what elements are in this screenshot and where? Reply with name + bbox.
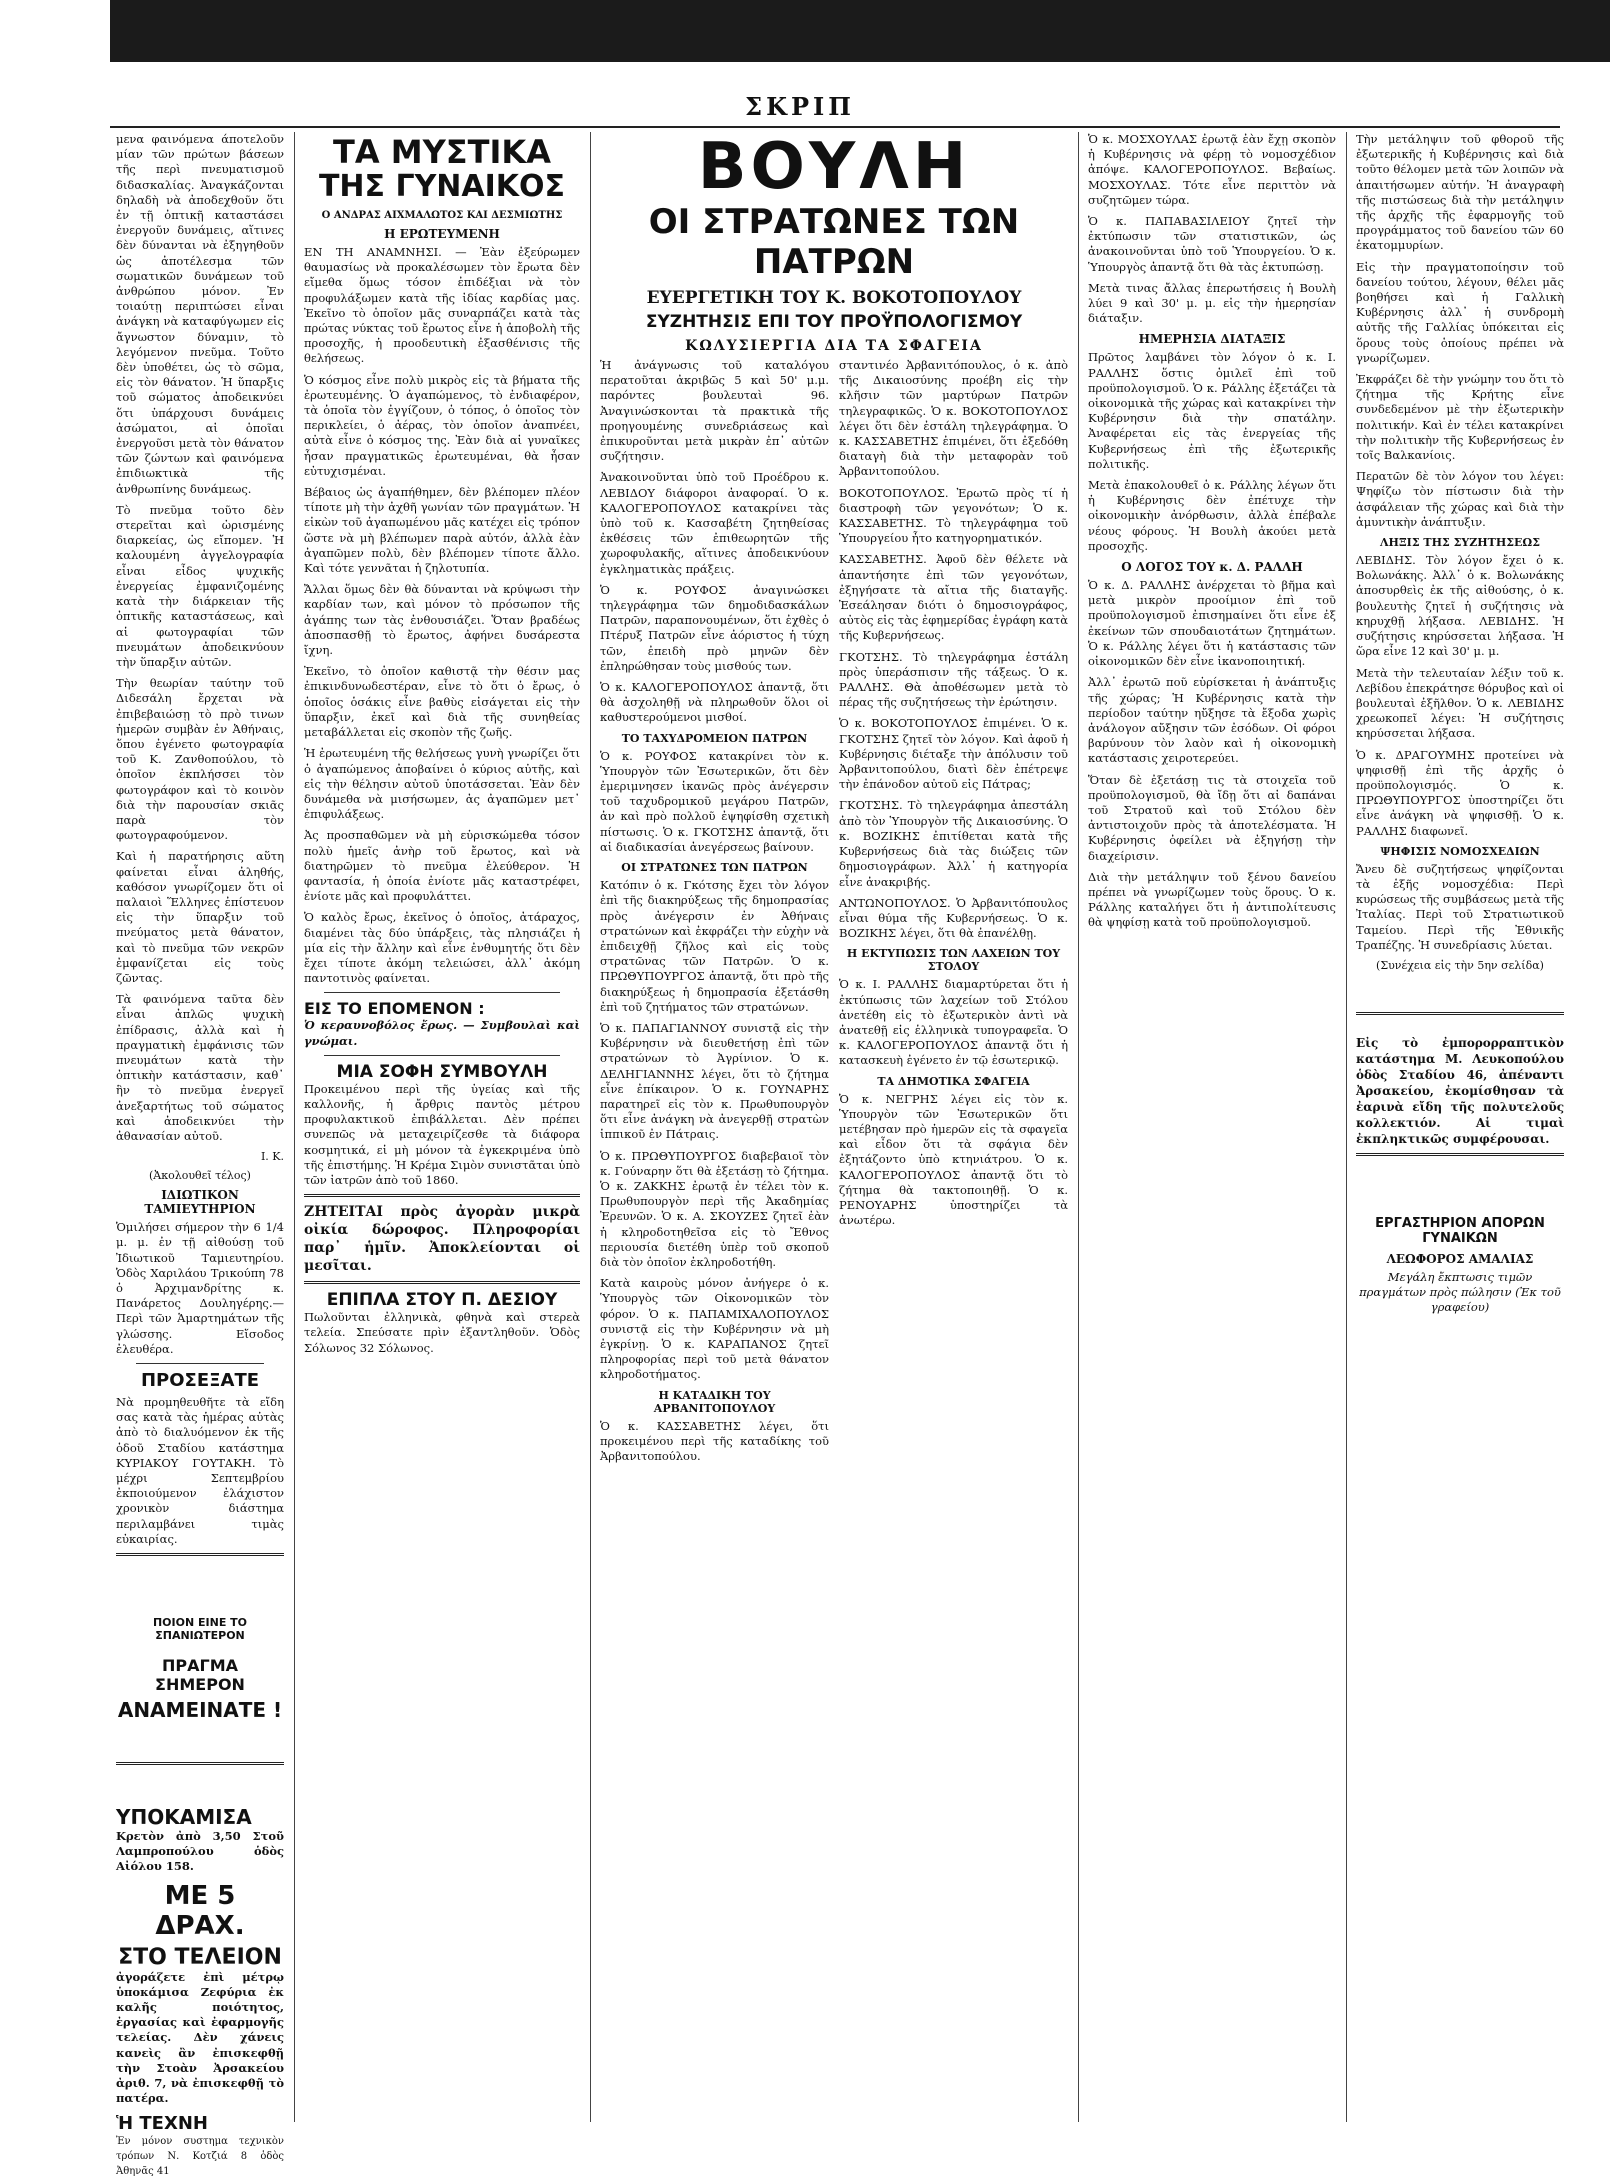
continuation-note: (Ἀκολουθεῖ τέλος) — [116, 1169, 284, 1182]
section-heading: ΟΙ ΣΤΡΑΤΩΝΕΣ ΤΩΝ ΠΑΤΡΩΝ — [600, 861, 829, 874]
article-text: Ὁ κ. ΜΟΣΧΟΥΛΑΣ ἐρωτᾷ ἐὰν ἔχῃ σκοπὸν ἡ Κυβέρνησις νὰ φέρῃ τὸ νομοσχέδιον ἀπόψε. ΚΑΛΟΓΕΡΟΠΟΥΛΟΣ. Βεβαίως. ΜΟΣΧΟΥΛΑΣ. Τότε εἶνε περιττὸν νὰ συζητῶμεν τώρα. — [1088, 132, 1336, 208]
article-text: Ὁ καλὸς ἔρως, ἐκεῖνος ὁ ὁποῖος, ἀτάραχος, διαμένει τὰς δύο ὑπάρξεις, τὰς πλησιάζει ἡ μία εἰς τὴν ἄλλην καὶ εἶνε ἐνθυμητής ὅτι δὲν ἔχει τίποτε ἀκόμη τελειώσει, ἀλλ᾽ ἀκόμη παντοτινὸς φαίνεται. — [304, 910, 580, 986]
epipla-heading: ΕΠΙΠΛΑ ΣΤΟΥ Π. ΔΕΣΙΟΥ — [304, 1290, 580, 1310]
article-text: Πρῶτος λαμβάνει τὸν λόγον ὁ κ. Ι. ΡΑΛΛΗΣ ὅστις ὁμιλεῖ ἐπὶ τοῦ προϋπολογισμοῦ. Ὁ κ. Ράλλης ἐξετάζει τὰ οἰκονομικὰ τῆς χώρας καὶ κατακρίνει τὴν Κυβέρνησιν διὰ τὴν σπατάλην. Ἀναφέρεται εἰς τὰς ἐνεργείας τῆς Κυβερνήσεως ἐπὶ τῆς ἐξωτερικῆς πολιτικῆς. — [1088, 350, 1336, 472]
article-subtitle: Ο ΑΝΔΡΑΣ ΑΙΧΜΑΛΩΤΟΣ ΚΑΙ ΔΕΣΜΙΩΤΗΣ — [304, 210, 580, 221]
ad-text: Εἰς τὸ ἐμπορορραπτικὸν κατάστημα Μ. Λευκοπούλου ὁδὸς Σταδίου 46, ἀπέναντι Ἀρσακείου, ἐκομίσθησαν τὰ ἐαρινὰ εἴδη τῆς πολυτελοῦς κολλεκτιόν. Αἱ τιμαὶ ἐκπληκτικῶς συμφέρουσαι. — [1356, 1035, 1564, 1147]
column-divider — [1346, 132, 1347, 2122]
separator — [136, 1363, 264, 1364]
ad-texni: Ἡ ΤΕΧΝΗ — [116, 2113, 284, 2134]
article-title-2: ΤΗΣ ΓΥΝΑΙΚΟΣ — [304, 170, 580, 204]
column-1 — [110, 132, 290, 2122]
article-text: Ἀνακοινοῦνται ὑπὸ τοῦ Προέδρου κ. ΛΕΒΙΔΟΥ διάφοροι ἀναφοραί. Ὁ κ. ΚΑΛΟΓΕΡΟΠΟΥΛΟΣ κατακρίνει τὰς ὑπὸ τοῦ κ. Κασσαβέτη ζητηθείσας ἐκθέσεις τῶν ἐπιθεωρητῶν τῆς χωροφυλακῆς, αἵτινες ἀποδεικνύουν ἐγκληματικὰς πράξεις. — [600, 470, 829, 576]
masthead: ΣΚΡΙΠ — [0, 92, 1600, 121]
article-text: Κατὰ καιροὺς μόνον ἀνήγερε ὁ κ. Ὑπουργὸς τῶν Οἰκονομικῶν τὸν φόρον. Ὁ κ. ΠΑΠΑΜΙΧΑΛΟΠΟΥΛΟΣ συνιστᾷ εἰς τὴν Κυβέρνησιν νὰ μὴ ἐγκρίνῃ. Ὁ κ. ΚΑΡΑΠΑΝΟΣ ζητεῖ πληροφορίας περὶ τοῦ μετὰ θάνατον κληροδοτήματος. — [600, 1276, 829, 1382]
article-text: Ἀς προσπαθῶμεν νὰ μὴ εὑρισκώμεθα τόσον πολὺ ἡμεῖς ἀνὴρ τοῦ ἔρωτος, καὶ νὰ διατηρῶμεν τὸ πνεῦμα ἐλεύθερον. Ἡ φαντασία, ἡ ὁποία ἐνίοτε μᾶς καταστρέφει, ἐνίοτε μᾶς καὶ προφυλάττει. — [304, 828, 580, 904]
article-text: Ὁ κ. ΚΑΛΟΓΕΡΟΠΟΥΛΟΣ ἀπαντᾷ, ὅτι θὰ ἀσχοληθῇ νὰ πληρωθοῦν ὅλοι οἱ καθυστερούμενοι μισθοί. — [600, 680, 829, 726]
article-text: μενα φαινόμενα άποτελοῦν μίαν τῶν πρώτων βάσεων τῆς περὶ πνευματισμοῦ διδασκαλίας. Ἀναγκάζονται δηλαδὴ νὰ ἀποδεχθοῦν ὅτι ἐν τῇ ὀπτικῇ καταστάσει ἐνεργοῦν δυνάμεις, αἵτινες δὲν δύνανται νὰ ἐξηγηθοῦν ὡς ἀποτέλεσμα τῶν σωματικῶν δυνάμεων τοῦ ἀνθρώπου μόνον. Ἐν τοιαύτῃ περιπτώσει εἶναι ἀνάγκη νὰ καταφύγωμεν εἰς ἄγνωστον δύναμιν, τὸ λεγόμενον πνεῦμα. Τοῦτο δὲν ὑποθέτει, ὡς τὸ σῶμα, εἰς τὸν θάνατον. Ἡ ὕπαρξις τοῦ σώματος ἀποδεικνύει ὅτι ὑπάρχουσι δυνάμεις ἀσώματοι, αἱ ὁποῖαι ἐνεργοῦσι μετὰ τὸν θάνατον τῶν ζώντων καὶ φαινόμενα ἐπιδιωκτικὰ τῆς ἀνθρωπίνης δυνάμεως. — [116, 132, 284, 497]
article-text: Ὁ κ. ΡΟΥΦΟΣ ἀναγινώσκει τηλεγράφημα τῶν δημοδιδασκάλων Πατρῶν, παραπονουμένων, ὅτι ἐχθὲς ὁ Πτέρυξ Πατρῶν εἶνε ἀόριστος ἡ τύχη τῶν, ἐπειδὴ πρὸ μηνῶν δὲν ἐπληρώθησαν τοὺς μισθούς των. — [600, 583, 829, 674]
signature: Ι. Κ. — [116, 1150, 284, 1163]
article-text: Βέβαιος ὡς ἀγαπήθημεν, δὲν βλέπομεν πλέον τίποτε μὴ τὴν ἀχθῆ γωνίαν τῶν πραγμάτων. Ἡ εἰκὼν τοῦ ἀγαπωμένου μᾶς κατέχει εἰς τρόπον ὥστε νὰ μὴ βλέπωμεν παρὰ αὐτόν, ἀλλὰ ἐὰν ἀγαπῶμεν πολὺ, δὲν βλέπομεν τίποτε ἄλλο. Καὶ τότε γεννᾶται ἡ ζηλοτυπία. — [304, 485, 580, 576]
continuation-note: (Συνέχεια εἰς τὴν 5ην σελίδα) — [1356, 959, 1564, 972]
epipla-text: Πωλοῦνται ἐλληνικὰ, φθηνὰ καὶ στερεὰ τελεία. Σπεύσατε πρὶν ἐξαντληθοῦν. Ὁδὸς Σόλωνος 32 Σόλωνος. — [304, 1310, 580, 1356]
article-text: Ὁ κ. ΔΡΑΓΟΥΜΗΣ προτείνει νὰ ψηφισθῇ ἐπὶ τῆς ἀρχῆς ὁ προϋπολογισμός. Ὁ κ. ΠΡΩΘΥΠΟΥΡΓΟΣ ὑποστηρίζει ὅτι εἶνε ἀνάγκη νὰ ψηφισθῇ. Ὁ κ. ΡΑΛΛΗΣ διαφωνεῖ. — [1356, 748, 1564, 839]
article-text: ΒΟΚΟΤΟΠΟΥΛΟΣ. Ἐρωτῶ πρὸς τί ἡ διαστροφὴ τῶν γεγονότων; Ὁ κ. ΚΑΣΣΑΒΕΤΗΣ. Τὸ τηλεγράφημα τοῦ Ὑπουργείου ἦτο κατηγορηματικόν. — [839, 486, 1068, 547]
article-text: Ὁ κ. ΝΕΓΡΗΣ λέγει εἰς τὸν κ. Ὑπουργὸν τῶν Ἐσωτερικῶν ὅτι μετέβησαν πρὸ ἡμερῶν εἰς τὰ σφαγεῖα καὶ εἶδον ὅτι τὰ σφάγια δὲν ἐξητάζοντο ὑπὸ κτηνιάτρου. Ὁ κ. ΚΑΛΟΓΕΡΟΠΟΥΛΟΣ ἀπαντᾷ ὅτι τὸ ζήτημα θὰ τακτοποιηθῇ. Ὁ κ. ΡΕΝΟΥΑΡΗΣ ὑποστηρίζει τὰ ἀνωτέρω. — [839, 1092, 1068, 1229]
bouli-subtitle-2: ΕΥΕΡΓΕΤΙΚΗ ΤΟΥ Κ. ΒΟΚΟΤΟΠΟΥΛΟΥ — [600, 288, 1068, 308]
ad-anameinate: ΑΝΑΜΕΙΝΑΤΕ ! — [116, 1698, 284, 1722]
article-text: Ἡ ἀνάγνωσις τοῦ καταλόγου περατοῦται ἀκριβῶς 5 καὶ 50' μ.μ. παρόντες βουλευταὶ 96. Ἀναγινώσκονται τὰ πρακτικὰ τῆς προηγουμένης συνεδριάσεως καὶ ἐπικυροῦνται μετὰ μικρὰν ἐπ᾽ αὐτῶν συζήτησιν. — [600, 358, 829, 464]
ad-poion-eine: ΠΟΙΟΝ ΕΙΝΕ ΤΟ ΣΠΑΝΙΩΤΕΡΟΝ — [116, 1616, 284, 1642]
separator — [324, 992, 560, 993]
column-3 — [594, 132, 1074, 2122]
mia-sofi-heading: ΜΙΑ ΣΟΦΗ ΣΥΜΒΟΥΛΗ — [304, 1062, 580, 1082]
article-text: Ὁ κ. ΚΑΣΣΑΒΕΤΗΣ λέγει, ὅτι προκειμένου περὶ τῆς καταδίκης τοῦ Ἀρβανιτοπούλου. — [600, 1419, 829, 1465]
article-text: Ἐκεῖνο, τὸ ὁποῖον καθιστᾷ τὴν θέσιν μας ἐπικινδυνωδεστέραν, εἶνε τὸ ὅτι ὁ ἔρως, ὁ ὁποῖος ὁσάκις εἶνε βαθὺς εἰσάγεται εἰς τὴν ὕπαρξιν, ἐκεῖ καὶ διὰ τῆς συνηθείας μεταβάλλεται εἰς σκοπὸν τῆς ζωῆς. — [304, 664, 580, 740]
separator — [1356, 1012, 1564, 1015]
prosexate-text: Νὰ προμηθευθῆτε τὰ εἴδη σας κατὰ τὰς ἡμέρας αὐτὰς ἀπὸ τὸ διαλυόμενον ἐκ τῆς ὁδοῦ Σταδίου κατάστημα ΚΥΡΙΑΚΟΥ ΓΟΥΤΑΚΗ. Τὸ μέχρι Σεπτεμβρίου ἐκποιούμενον ἐλάχιστον χρονικὸν διάστημα περιλαμβάνει τιμὰς εὐκαιρίας. — [116, 1395, 284, 1547]
mia-sofi-text: Προκειμένου περὶ τῆς ὑγείας καὶ τῆς καλλονῆς, ἡ ἄρθρις παντὸς μέτρου προφυλακτικοῦ ἐπιβάλλεται. Δὲν πρέπει συνεπῶς νὰ μεταχειρίζεσθε τὰ διάφορα κοσμητικά, εἰ μὴ μόνον τὰ ἐγκεκριμένα ὑπὸ τῆς ἐπιστήμης. Ἡ Κρέμα Σιμὸν συνιστᾶται ὑπὸ τῶν ἰατρῶν ἀπὸ τοῦ 1860. — [304, 1082, 580, 1188]
article-text: Ὁ κόσμος εἶνε πολὺ μικρὸς εἰς τὰ βήματα τῆς ἐρωτευμένης. Ὁ ἀγαπώμενος, τὸ ἐνδιαφέρον, τὰ ὁποῖα τὸν ἐγγίζουν, ὁ τόπος, ὁ ὁποῖος τὸν περικλείει, ὁ ἀέρας, τὸν ὁποῖον ἀναπνέει, αὐτὰ εἶνε ὁ κόσμος της. Ἐὰν διὰ αἱ γυναῖκες ἦσαν πραγματικῶς ἐρωτευμέναι, θὰ ἦσαν εὐτυχισμέναι. — [304, 373, 580, 479]
article-text: Μετὰ ἐπακολουθεῖ ὁ κ. Ράλλης λέγων ὅτι ἡ Κυβέρνησις δὲν ἐπέτυχε τὴν οἰκονομικὴν ἀνόρθωσιν, ἀλλὰ ἐπέβαλε νέους φόρους. Ἡ Βουλὴ ἀκούει μετὰ προσοχῆς. — [1088, 478, 1336, 554]
separator — [116, 1762, 284, 1765]
article-text: Ἄνευ δὲ συζητήσεως ψηφίζονται τὰ ἑξῆς νομοσχέδια: Περὶ κυρώσεως τῆς συμβάσεως μετὰ τῆς Ἰταλίας. Περὶ τοῦ Στρατιωτικοῦ Ταμείου. Περὶ τῆς Ἐθνικῆς Τραπέζης. Ἡ συνεδρίασις λύεται. — [1356, 862, 1564, 953]
article-text: Ὁ κ. ΠΡΩΘΥΠΟΥΡΓΟΣ διαβεβαιοῖ τὸν κ. Γούναρην ὅτι θὰ ἐξετάσῃ τὸ ζήτημα. Ὁ κ. ΖΑΚΚΗΣ ἐρωτᾷ ἐν τέλει τὸν κ. Πρωθυπουργὸν περὶ τῆς Ἀκαδημίας Ἐρευνῶν. Ὁ κ. Α. ΣΚΟΥΖΕΣ ζητεῖ ἐὰν ἡ κληροδοτηθεῖσα εἰς τὸ Ἔθνος περιουσία διετέθη ὑπὲρ τοῦ σκοποῦ διὰ τὸν ὁποῖον ἐκληροδοτήθη. — [600, 1149, 829, 1271]
article-subheading: Η ΕΡΩΤΕΥΜΕΝΗ — [304, 227, 580, 241]
bouli-subtitle-3: ΣΥΖΗΤΗΣΙΣ ΕΠΙ ΤΟΥ ΠΡΟΫΠΟΛΟΓΙΣΜΟΥ — [600, 312, 1068, 332]
article-text: σταντινέο Ἀρβανιτόπουλος, ὁ κ. ἀπὸ τῆς Δικαιοσύνης προέβη εἰς τὴν κλῆσιν τῶν μαρτύρων Πατρῶν τηλεγραφικῶς. Ὁ κ. ΒΟΚΟΤΟΠΟΥΛΟΣ λέγει ὅτι δὲν ἐστάλη τηλεγράφημα. Ὁ κ. ΚΑΣΣΑΒΕΤΗΣ ἐπιμένει, ὅτι ἐξεδόθη διαταγὴ διὰ τὴν μεταφορὰν τοῦ Ἀρβανιτοπούλου. — [839, 358, 1068, 480]
article-text: Ὁ κ. ΠΑΠΑΒΑΣΙΛΕΙΟΥ ζητεῖ τὴν ἐκτύπωσιν τῶν στατιστικῶν, ὡς ἀνακοινοῦνται ὑπὸ τοῦ Ὑπουργείου. Ὁ κ. Ὑπουργὸς ἀπαντᾷ ὅτι θὰ τὰς ἐκτυπώσῃ. — [1088, 214, 1336, 275]
column-divider — [590, 132, 591, 2122]
article-text: ΓΚΟΤΣΗΣ. Τὸ τηλεγράφημα ἀπεστάλη ἀπὸ τὸν Ὑπουργὸν τῆς Δικαιοσύνης. Ὁ κ. ΒΟΖΙΚΗΣ ἐπιτίθεται κατὰ τῆς Κυβερνήσεως διὰ τὰς διώξεις τῶν δημοσιογράφων. Ἀλλ᾽ ἡ κατηγορία εἶνε ἀνακριβής. — [839, 798, 1068, 889]
ad-ergastirion-heading: ΕΡΓΑΣΤΗΡΙΟΝ ΑΠΟΡΩΝ ΓΥΝΑΙΚΩΝ — [1356, 1216, 1564, 1246]
section-heading: ΤΑ ΔΗΜΟΤΙΚΑ ΣΦΑΓΕΙΑ — [839, 1075, 1068, 1088]
bouli-title: ΒΟΥΛΗ — [600, 132, 1068, 202]
column-5 — [1350, 132, 1570, 2122]
article-text: Μετὰ τὴν τελευταίαν λέξιν τοῦ κ. Λεβίδου ἐπεκράτησε θόρυβος καὶ οἱ βουλευταὶ ἐξῆλθον. Ὁ κ. ΛΕΒΙΔΗΣ χρεωκοπεῖ λέγει: Ἡ συζήτησις κηρύσσεται λήξασα. — [1356, 666, 1564, 742]
article-text: Ὁ κ. ΡΟΥΦΟΣ κατακρίνει τὸν κ. Ὑπουργὸν τῶν Ἐσωτερικῶν, ὅτι δὲν ἐμεριμνησεν ἱκανῶς πρὸς ἀνέγερσιν τοῦ ταχυδρομικοῦ μεγάρου Πατρῶν, ἀν καὶ πρὸ πολλοῦ ἐψηφίσθη σχετικὴ πίστωσις. Ὁ κ. ΓΚΟΤΣΗΣ ἀπαντᾷ, ὅτι αἱ διαδικασίαι ἀνεγέρσεως βαίνουν. — [600, 749, 829, 855]
next-issue-heading: ΕΙΣ ΤΟ ΕΠΟΜΕΝΟΝ : — [304, 999, 580, 1018]
article-text: Ἄλλαι ὅμως δὲν θὰ δύνανται νὰ κρύψωσι τὴν καρδίαν των, καὶ μόνον τὸ πρόσωπον τῆς ἀγάπης των τὰς ἐνθουσιάζει. Ὅταν βραδέως ἀποσπασθῇ τὸ ἔρωτος, ἀφήνει δυσάρεστα ἴχνη. — [304, 582, 580, 658]
ad-ypokamisa-text: Κρετὸν ἀπὸ 3,50 Στοῦ Λαμπροπούλου ὁδὸς Αἰόλου 158. — [116, 1829, 284, 1875]
article-text: Ὁ κ. ΒΟΚΟΤΟΠΟΥΛΟΣ ἐπιμένει. Ὁ κ. ΓΚΟΤΣΗΣ ζητεῖ τὸν λόγον. Καὶ ἀφοῦ ἡ Κυβέρνησις διέταξε τὴν ἀπόλυσιν τοῦ Ἀρβανιτοπούλου, διατὶ δὲν ἐπέτρεψε τὴν ἐπάνοδον αὐτοῦ εἰς Πάτρας; — [839, 716, 1068, 792]
section-heading: ΨΗΦΙΣΙΣ ΝΟΜΟΣΧΕΔΙΩΝ — [1356, 845, 1564, 858]
ad-texni-text: Ἐν μόνον συστημα τεχνικὸν τρόπων Ν. Κοτζιά 8 ὁδὸς Ἀθηνᾶς 41 — [116, 2134, 284, 2179]
ad-ypokamisa: ΥΠΟΚΑΜΙΣΑ — [116, 1805, 284, 1829]
ad-pragma-simeron: ΠΡΑΓΜΑ ΣΗΜΕΡΟΝ — [116, 1656, 284, 1694]
column-2 — [298, 132, 586, 2122]
heading-tamieftirion: ΙΔΙΩΤΙΚΟΝ ΤΑΜΙΕΥΤΗΡΙΟΝ — [116, 1188, 284, 1216]
article-text: Ὁ κ. Ι. ΡΑΛΛΗΣ διαμαρτύρεται ὅτι ἡ ἐκτύπωσις τῶν λαχείων τοῦ Στόλου ἀνετέθη εἰς τὸ ἐξωτερικὸν ἀντὶ νὰ ἀνατεθῇ εἰς ἑλληνικὰ τυπογραφεῖα. Ὁ κ. ΚΑΛΟΓΕΡΟΠΟΥΛΟΣ ἀπαντᾷ ὅτι ἡ κατασκευὴ ἐγένετο ἐν τῷ ἐσωτερικῷ. — [839, 977, 1068, 1068]
header-rule — [110, 126, 1560, 128]
article-text: Ἀλλ᾽ ἐρωτῶ ποῦ εὑρίσκεται ἡ ἀνάπτυξις τῆς χώρας; Ἡ Κυβέρνησις κατὰ τὴν περίοδον ταύτην ηὔξησε τὰ ἔξοδα χωρὶς ἀνάλογον αὔξησιν τῶν ἐσόδων. Οἱ φόροι βαρύνουν τὸν λαὸν καὶ ἡ οἰκονομικὴ κατάστασις χειροτερεύει. — [1088, 675, 1336, 766]
article-text: Μετὰ τινας ἄλλας ἐπερωτήσεις ἡ Βουλὴ λύει 9 καὶ 30' μ. μ. εἰς τὴν ἡμερησίαν διάταξιν. — [1088, 281, 1336, 327]
article-text: Ὁ κ. ΠΑΠΑΓΙΑΝΝΟΥ συνιστᾷ εἰς τὴν Κυβέρνησιν νὰ διευθετήσῃ ἐπὶ τῶν στρατώνων τὸ Ἀγρίνιον. Ὁ κ. ΔΕΛΗΓΙΑΝΝΗΣ λέγει, ὅτι τὸ ζήτημα εἶνε ἐπίκαιρον. Ὁ κ. ΓΟΥΝΑΡΗΣ παρατηρεῖ εἰς τὸν κ. Πρωθυπουργὸν ὅτι εἶνε ἀνάγκη νὰ ἀνεγερθῇ στρατὼν ἱππικοῦ ἐν Πάτραις. — [600, 1021, 829, 1143]
article-text: Περατῶν δὲ τὸν λόγον του λέγει: Ψηφίζω τὸν πίστωσιν διὰ τὴν ἀσφάλειαν τῆς χώρας καὶ διὰ τὴν ἀμυντικὴν ἀνάπτυξιν. — [1356, 469, 1564, 530]
article-text: Εἰς τὴν πραγματοποίησιν τοῦ δανείου τούτου, λέγουν, θέλει μᾶς βοηθήσει καὶ ἡ Γαλλικὴ Κυβέρνησις ἀλλ᾽ ἡ συνδρομὴ αὐτῆς τῆς Γαλλίας ὑπόκειται εἰς ὅρους τοὺς ὁποίους πρέπει νὰ γνωρίζωμεν. — [1356, 260, 1564, 366]
ad-ergastirion-text: Μεγάλη ἔκπτωσις τιμῶν πραγμάτων πρὸς πώλησιν (Ἐκ τοῦ γραφείου) — [1356, 1270, 1564, 1316]
bouli-left-subcolumn — [600, 358, 829, 1470]
article-title-1: ΤΑ ΜΥΣΤΙΚΑ — [304, 134, 580, 170]
section-heading: ΤΟ ΤΑΧΥΔΡΟΜΕΙΟΝ ΠΑΤΡΩΝ — [600, 732, 829, 745]
article-text: Ὅταν δὲ ἐξετάσῃ τις τὰ στοιχεῖα τοῦ προϋπολογισμοῦ, θὰ ἴδῃ ὅτι αἱ δαπάναι τοῦ Στρατοῦ καὶ τοῦ Στόλου δὲν ἀντιστοιχοῦν πρὸς τὰ ἀποτελέσματα. Ἡ Κυβέρνησις ὀφείλει νὰ ἐξηγήσῃ τὴν διαχείρισιν. — [1088, 773, 1336, 864]
section-heading: Η ΕΚΤΥΠΩΣΙΣ ΤΩΝ ΛΑΧΕΙΩΝ ΤΟΥ ΣΤΟΛΟΥ — [839, 947, 1068, 973]
separator — [324, 1055, 560, 1056]
section-heading: ΗΜΕΡΗΣΙΑ ΔΙΑΤΑΞΙΣ — [1088, 332, 1336, 346]
bouli-subtitle-4: ΚΩΛΥΣΙΕΡΓΙΑ ΔΙΑ ΤΑ ΣΦΑΓΕΙΑ — [600, 338, 1068, 354]
separator — [116, 1553, 284, 1556]
separator — [304, 1281, 580, 1284]
separator — [304, 1194, 580, 1197]
bouli-right-subcolumn — [839, 358, 1068, 1470]
zititai-ad: ΖΗΤΕΙΤΑΙ πρὸς ἀγορὰν μικρὰ οἰκία δώροφος. Πληροφορίαι παρ᾽ ἡμῖν. Ἀποκλείονται οἱ μεσῖται. — [304, 1203, 580, 1275]
heading-prosexate: ΠΡΟΣΕΞΑΤΕ — [116, 1370, 284, 1391]
separator — [1356, 1153, 1564, 1156]
ad-me-5-drax: ΜΕ 5 ΔΡΑΧ. — [116, 1881, 284, 1941]
article-text: ΚΑΣΣΑΒΕΤΗΣ. Ἀφοῦ δὲν θέλετε νὰ ἀπαντήσητε ἐπὶ τῶν γεγονότων, ἐξηγήσατε τὰ αἴτια τῆς διαταγῆς. Ἐσεάλησαν διότι ὁ δημοσιογράφος, αὐτὸς εἰς τὰς ἐφημερίδας ἐγράφη κατὰ τῆς Κυβερνήσεως. — [839, 552, 1068, 643]
column-4 — [1082, 132, 1342, 2122]
article-text: Ἐκφράζει δὲ τὴν γνώμην του ὅτι τὸ ζήτημα τῆς Κρήτης εἶνε συνδεδεμένον μὲ τὴν ἐξωτερικὴν πολιτικήν. Καὶ ἐν τέλει κατακρίνει τὴν πολιτικὴν τῆς Κυβερνήσεως ἐν τοῖς Βαλκανίοις. — [1356, 372, 1564, 463]
article-text: Τὸ πνεῦμα τοῦτο δὲν στερεῖται καὶ ὡρισμένης διαρκείας, ὡς εἴπομεν. Ἡ καλουμένη ἀγγελογραφία εἶναι εἶδος ψυχικῆς ἐνεργείας ἐμφανιζομένης κατὰ τὴν διάρκειαν τῆς ὀπτικῆς καταστάσεως, καὶ αἱ φωτογραφίαι τῶν πνευμάτων ἀποδεικνύουν τὴν ὕπαρξιν αὐτῶν. — [116, 503, 284, 670]
section-heading: Η ΚΑΤΑΔΙΚΗ ΤΟΥ ΑΡΒΑΝΙΤΟΠΟΥΛΟΥ — [600, 1389, 829, 1415]
next-issue-text: Ὁ κεραυνοβόλος ἔρως. — Συμβουλαὶ καὶ γνώμαι. — [304, 1018, 580, 1048]
article-text: Ἡ ἐρωτευμένη τῆς θελήσεως γυνὴ γνωρίζει ὅτι ὁ ἀγαπώμενος ἀποβαίνει ὁ κύριος αὐτῆς, καὶ εἰς τὴν θέλησιν αὐτοῦ ὑποτάσσεται. Ἐὰν δὲν δυνάμεθα νὰ μισήσωμεν, ἀς ἀγαπῶμεν μετ᾽ ἐπιφυλάξεως. — [304, 746, 580, 822]
article-text: ΛΕΒΙΔΗΣ. Τὸν λόγον ἔχει ὁ κ. Βολωνάκης. Ἀλλ᾽ ὁ κ. Βολωνάκης ἀποσυρθεὶς ἐκ τῆς αἰθούσης, ὁ κ. βουλευτὴς ζητεῖ ἡ συζήτησις νὰ κηρυχθῇ λήξασα. ΛΕΒΙΔΗΣ. Ἡ συζήτησις κηρύσσεται λήξασα. Ἡ ὥρα εἶνε 12 καὶ 30' μ. μ. — [1356, 553, 1564, 659]
ad-sto-teleion-text: ἀγοράζετε ἐπὶ μέτρῳ ὑποκάμισα Ζεφύρια ἐκ καλῆς ποιότητος, ἐργασίας καὶ ἐφαρμογῆς τελείας. Δὲν χάνεις κανεὶς ἂν ἐπισκεφθῇ τὴν Στοὰν Ἀρσακείου ἀριθ. 7, νὰ ἐπισκεφθῇ τὸ πατέρα. — [116, 1970, 284, 2107]
ad-sto-teleion: ΣΤΟ ΤΕΛΕΙΟΝ — [116, 1945, 284, 1970]
tamieftirion-text: Ὁμιλήσει σήμερον τὴν 6 1/4 μ. μ. ἐν τῇ αἰθούσῃ τοῦ Ἰδιωτικοῦ Ταμιευτηρίου. Ὁδὸς Χαριλάου Τρικούπη 78 ὁ Ἀρχιμανδρίτης κ. Πανάρετος Δουληγέρης.—Περὶ τῶν Ἁμαρτημάτων τῆς γλώσσης. Εἴσοδος ἐλευθέρα. — [116, 1220, 284, 1357]
top-dark-band — [110, 0, 1610, 62]
article-text: Τὰ φαινόμενα ταῦτα δὲν εἶναι ἀπλῶς ψυχικὴ ἐπίδρασις, ἀλλὰ καὶ ἡ πραγματικὴ ἐμφάνισις τῶν πνευμάτων κατὰ τὴν ὀπτικὴν κατάστασιν, καθ᾽ ἣν τὸ πνεῦμα ἐνεργεῖ ἀνεξαρτήτως τοῦ σώματος καὶ ἀποδεικνύει τὴν ἀθανασίαν αὐτοῦ. — [116, 992, 284, 1144]
article-text: ΓΚΟΤΣΗΣ. Τὸ τηλεγράφημα ἐστάλη πρὸς ὑπεράσπισιν τῆς τάξεως. Ὁ κ. ΡΑΛΛΗΣ. Θὰ ἀποθέσωμεν μετὰ τὸ πέρας τῆς συζητήσεως τὴν ἐρώτησιν. — [839, 650, 1068, 711]
article-text: Τὴν θεωρίαν ταύτην τοῦ Διδεσάλη ἔρχεται νὰ ἐπιβεβαιώσῃ τὸ πρὸ τινων ἡμερῶν συμβὰν ἐν Ἀθήναις, ὅπου ἐγένετο φωτογραφία τοῦ Κ. Ζανθοπούλου, τὸ ὁποῖον ἐκπλήσσει τὸν φωτογράφον καὶ τὸ κοινὸν διὰ τὴν παρουσίαν σκιᾶς παρὰ τὸν φωτογραφούμενον. — [116, 676, 284, 843]
section-heading: ΛΗΞΙΣ ΤΗΣ ΣΥΖΗΤΗΣΕΩΣ — [1356, 536, 1564, 549]
article-text: Κατόπιν ὁ κ. Γκότσης ἔχει τὸν λόγον ἐπὶ τῆς διακηρύξεως τῆς δημοπρασίας πρὸς ἀνέγερσιν ἐν Ἀθήναις στρατώνων καὶ ἐκφράζει τὴν εὐχὴν νὰ ἐπιδειχθῇ ζῆλος καὶ εἰς τοὺς στρατῶνας τῶν Πατρῶν. Ὁ κ. ΠΡΩΘΥΠΟΥΡΓΟΣ ἀπαντᾷ, ὅτι πρὸ τῆς διακηρύξεως ἡ δημοπρασία ἐξετάσθη ἐπὶ τοῦ ζητήματος τῶν στρατώνων. — [600, 878, 829, 1015]
column-divider — [294, 132, 295, 2122]
column-divider — [1078, 132, 1079, 2122]
article-text: Τὴν μετάληψιν τοῦ φθοροῦ τῆς ἐξωτερικῆς ἡ Κυβέρνησις καὶ διὰ τοῦτο θέλομεν μετὰ τῶν λοιπῶν νὰ ἀπαιτήσωμεν αὐτήν. Ἡ ἀναγραφὴ τῆς πιστώσεως διὰ τὴν μετάληψιν τῆς ἀρχῆς τῆς ἐφαρμογῆς τοῦ προγράμματος τοῦ δανείου τῶν 60 ἑκατομμυρίων. — [1356, 132, 1564, 254]
article-text: Καὶ ἡ παρατήρησις αὕτη φαίνεται εἶναι ἀληθής, καθόσον γνωρίζομεν ὅτι οἱ παλαιοὶ Ἕλληνες ἐπίστευον εἰς τὴν ὕπαρξιν τοῦ πνεύματος μετὰ θάνατον, καὶ τὸ πνεῦμα τῶν νεκρῶν ἐμφανίζεται εἰς τοὺς ζῶντας. — [116, 849, 284, 986]
bouli-subtitle: ΟΙ ΣΤΡΑΤΩΝΕΣ ΤΩΝ ΠΑΤΡΩΝ — [600, 202, 1068, 282]
section-heading: Ο ΛΟΓΟΣ ΤΟΥ κ. Δ. ΡΑΛΛΗ — [1088, 560, 1336, 574]
article-text: ΑΝΤΩΝΟΠΟΥΛΟΣ. Ὁ Ἀρβανιτόπουλος εἶναι θύμα τῆς Κυβερνήσεως. Ὁ κ. ΒΟΖΙΚΗΣ λέγει, ὅτι θὰ ἐπανέλθῃ. — [839, 896, 1068, 942]
article-text: Ὁ κ. Δ. ΡΑΛΛΗΣ ἀνέρχεται τὸ βῆμα καὶ μετὰ μικρὸν προοίμιον ἐπὶ τοῦ προϋπολογισμοῦ ἐπισημαίνει ὅτι εἶνε ἐξ ἐκείνων τῶν σπουδαιοτάτων ζητημάτων. Ὁ κ. Ράλλης λέγει ὅτι ἡ κατάστασις τῶν οἰκονομικῶν δὲν εἶνε ἱκανοποιητική. — [1088, 578, 1336, 669]
ad-ergastirion-sub: ΛΕΩΦΟΡΟΣ ΑΜΑΛΙΑΣ — [1356, 1252, 1564, 1266]
article-text: ΕΝ ΤΗ ΑΝΑΜΝΗΣΙ. — Ἐὰν ἐξεύρωμεν θαυμασίως νὰ προκαλέσωμεν τὸν ἔρωτα δὲν εἴμεθα ὅμως τόσον ἐπιδέξιαι νὰ τὸν προφυλάξωμεν κατὰ τῆς ἰδίας καρδίας μας. Ἐκεῖνο τὸ ὁποῖον μᾶς συναρπάζει κατὰ τὰς πρώτας νύκτας τοῦ ἔρωτος εἶνε ἡ ἀποβολὴ τῆς προσοχῆς, ἡ προοδευτικὴ ἐξασθένισις τῆς θελήσεως. — [304, 245, 580, 367]
article-text: Διὰ τὴν μετάληψιν τοῦ ξένου δανείου πρέπει νὰ γνωρίζωμεν τοὺς ὅρους. Ὁ κ. Ράλλης καταλήγει ὅτι ἡ ἀντιπολίτευσις θὰ ψηφίσῃ κατὰ τοῦ προϋπολογισμοῦ. — [1088, 870, 1336, 931]
